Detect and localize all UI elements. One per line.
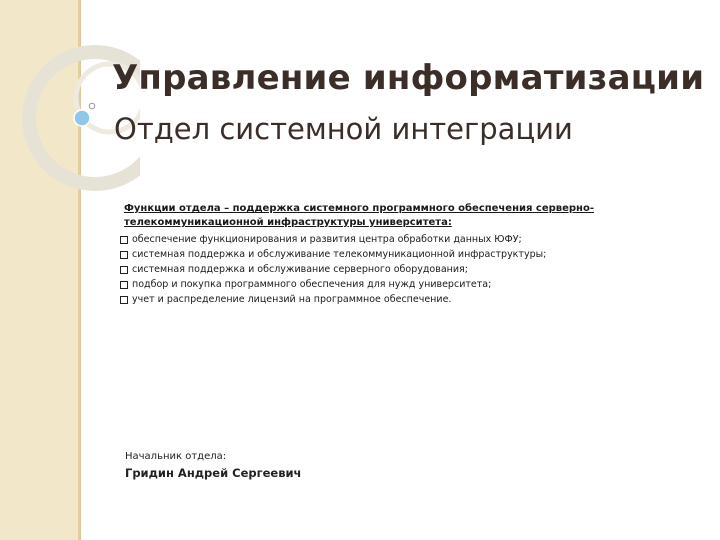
checkbox-bullet-icon — [120, 236, 128, 244]
functions-list — [124, 232, 604, 307]
list-item-text: подбор и покупка программного обеспечения для нужд университета; — [132, 279, 492, 290]
slide-subtitle: Отдел системной интеграции — [114, 112, 573, 146]
list-item — [124, 247, 604, 262]
list-item — [124, 292, 604, 307]
head-of-department-label: Начальник отдела: — [125, 451, 227, 462]
list-item-text: системная поддержка и обслуживание телекоммуникационной инфраструктуры; — [132, 249, 547, 260]
list-item — [124, 262, 604, 277]
checkbox-bullet-icon — [120, 266, 128, 274]
checkbox-bullet-icon — [120, 251, 128, 259]
small-ring-dot-decoration — [89, 103, 95, 109]
list-item — [124, 277, 604, 292]
head-of-department-name: Гридин Андрей Сергеевич — [125, 466, 302, 480]
list-item-text: обеспечение функционирования и развития центра обработки данных ЮФУ; — [132, 234, 522, 245]
functions-block — [124, 202, 604, 307]
checkbox-bullet-icon — [120, 296, 128, 304]
functions-heading: Функции отдела – поддержка системного программного обеспечения серверно-телекоммуникационной инфраструктуры университета: — [124, 203, 594, 228]
slide-title: Управление информатизации — [112, 58, 705, 98]
list-item-text: учет и распределение лицензий на программное обеспечение. — [132, 294, 452, 305]
checkbox-bullet-icon — [120, 281, 128, 289]
list-item — [124, 232, 604, 247]
list-item-text: системная поддержка и обслуживание серверного оборудования; — [132, 264, 468, 275]
blue-dot-decoration — [74, 110, 90, 126]
